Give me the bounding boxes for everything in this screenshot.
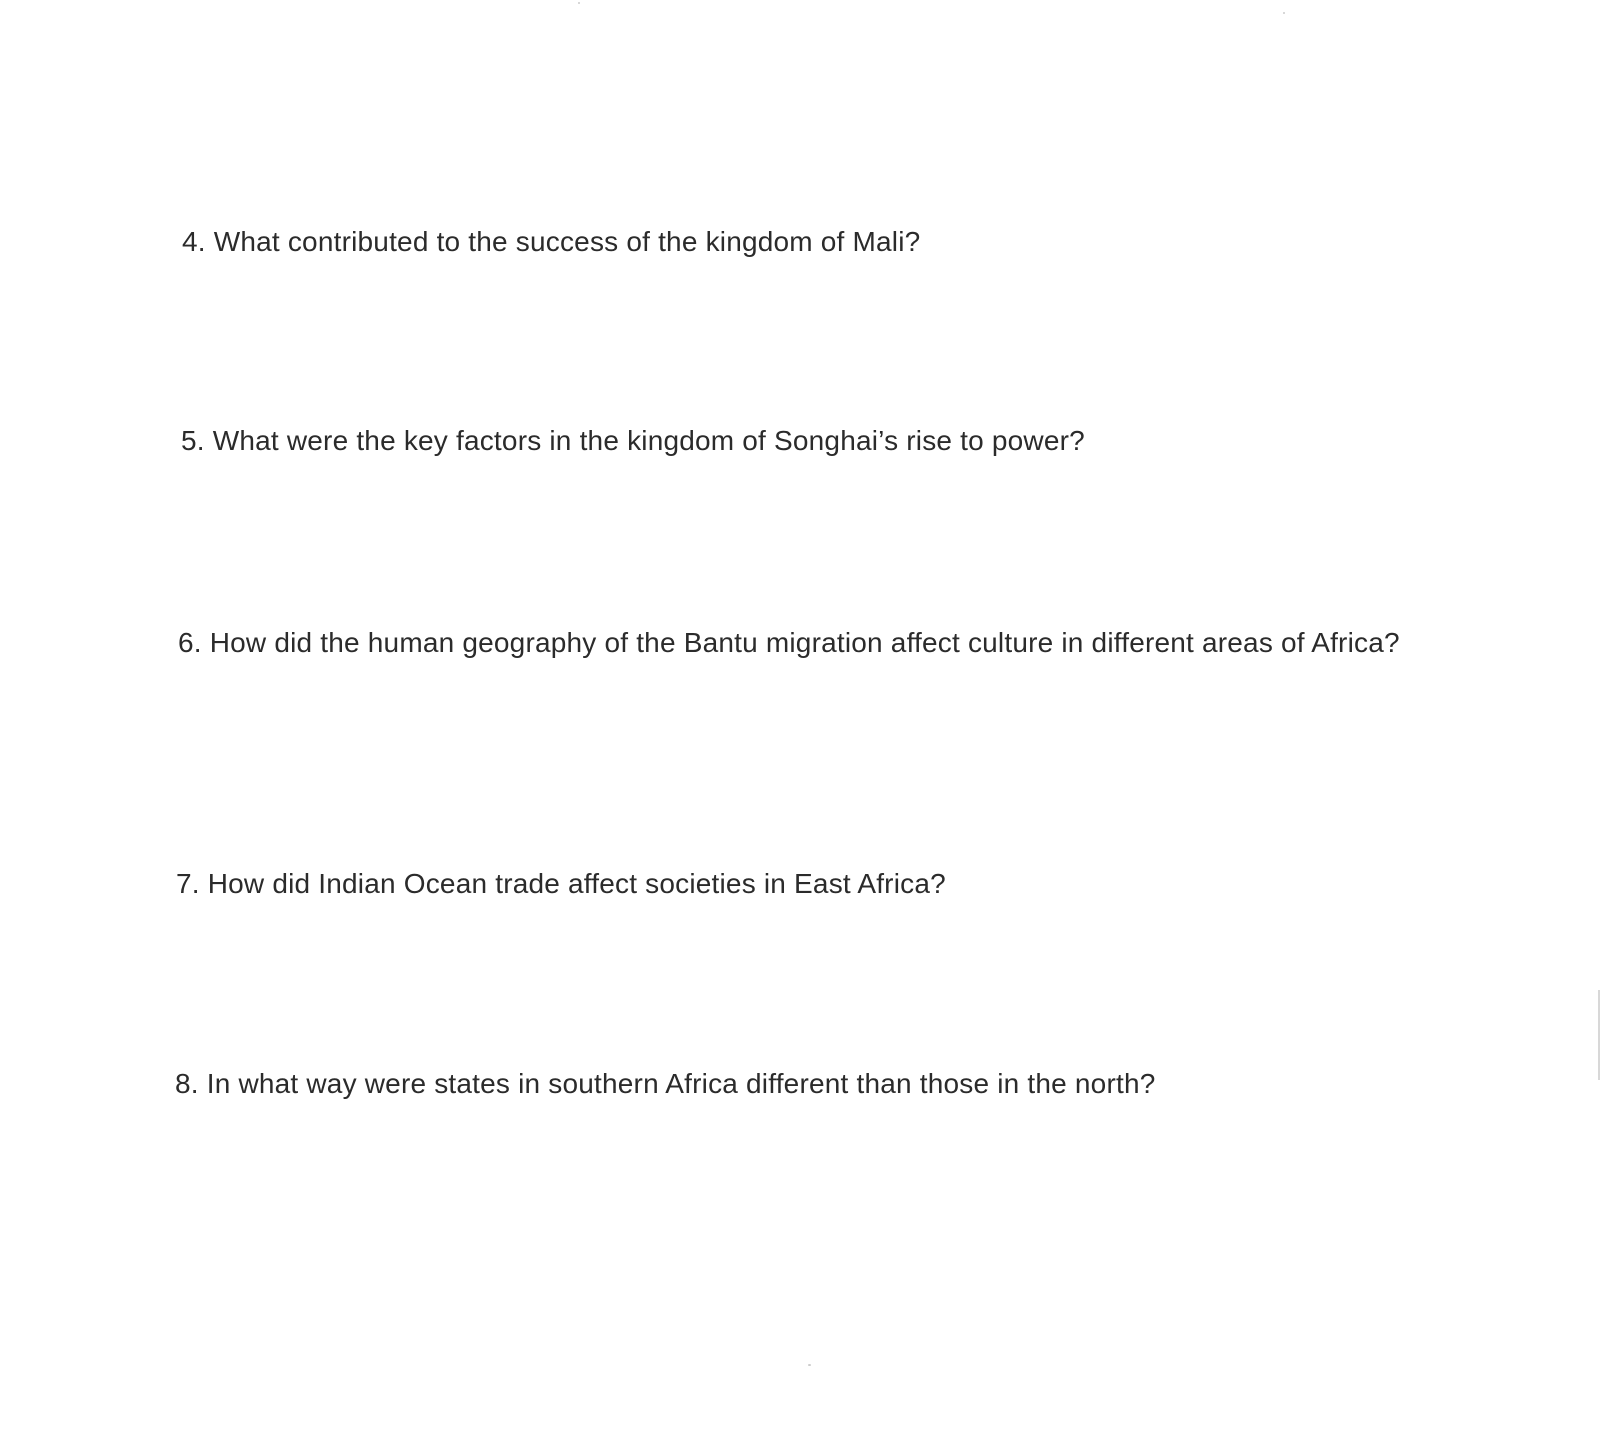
- question-8: 8. In what way were states in southern Africa different than those in the north?: [175, 1068, 1156, 1099]
- question-6: 6. How did the human geography of the Bantu migration affect culture in different areas of Africa?: [178, 627, 1400, 658]
- scan-speck: [1283, 12, 1285, 14]
- question-4: 4. What contributed to the success of the kingdom of Mali?: [182, 226, 921, 257]
- scan-speck: [808, 1364, 811, 1366]
- scan-speck: [578, 2, 580, 4]
- question-5: 5. What were the key factors in the kingdom of Songhai’s rise to power?: [181, 425, 1085, 456]
- question-7: 7. How did Indian Ocean trade affect societies in East Africa?: [176, 868, 946, 899]
